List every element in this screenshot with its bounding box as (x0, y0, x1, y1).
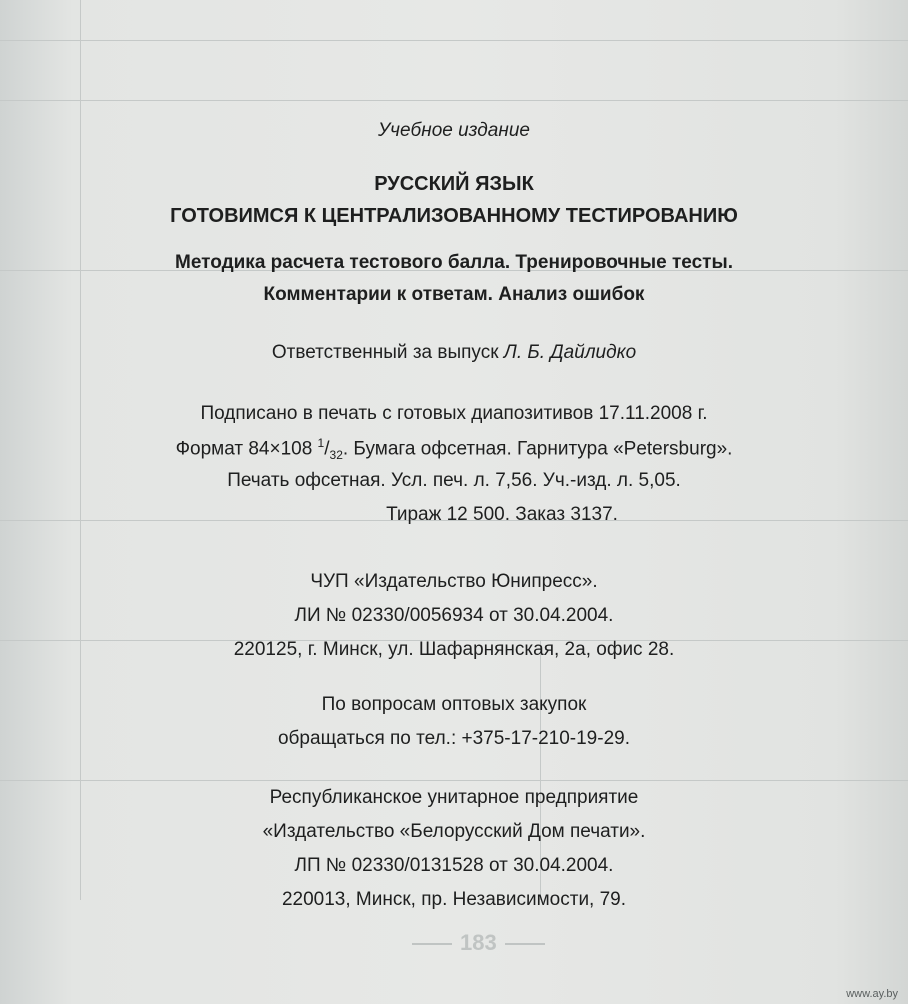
printer-line-1: Республиканское унитарное предприятие (269, 787, 639, 808)
series-label: Учебное издание (378, 120, 530, 141)
print-circulation: Тираж 12 500. Заказ 3137. (386, 504, 618, 525)
bleed-rule (0, 100, 908, 101)
print-format: Формат 84×108 $^1/_{32}$. Бумага офсетная. Гарнитура «Petersburg». (175, 436, 733, 463)
wholesale-line-2: обращаться по тел.: +375-17-210-19-29. (277, 728, 630, 749)
responsible-label: Ответственный за выпуск (271, 342, 499, 363)
publisher-name: ЧУП «Издательство Юнипресс». (310, 571, 598, 592)
format-prefix: Формат 84×108 (175, 438, 318, 460)
bleed-rule (0, 780, 908, 781)
bleed-rule (0, 40, 908, 41)
page-number: 183 (404, 930, 553, 956)
watermark: www.ay.by (846, 988, 898, 1000)
subtitle-line-1: Методика расчета тестового балла. Тренировочные тесты. (175, 252, 733, 273)
printer-line-2: «Издательство «Белорусский Дом печати». (262, 821, 646, 842)
subtitle-line-2: Комментарии к ответам. Анализ ошибок (263, 284, 645, 305)
format-fraction-denominator: 32 (329, 448, 343, 463)
responsible-name: Л. Б. Дайлидко (503, 342, 637, 363)
title-line-2: ГОТОВИМСЯ К ЦЕНТРАЛИЗОВАННОМУ ТЕСТИРОВАНИЮ (170, 205, 738, 227)
publisher-address: 220125, г. Минск, ул. Шафарнянская, 2а, офис 28. (233, 639, 675, 660)
format-suffix: . Бумага офсетная. Гарнитура «Petersburg». (342, 438, 733, 460)
print-signed: Подписано в печать с готовых диапозитивов 17.11.2008 г. (200, 403, 708, 424)
printer-address: 220013, Минск, пр. Независимости, 79. (281, 889, 627, 910)
print-printing: Печать офсетная. Усл. печ. л. 7,56. Уч.-изд. л. 5,05. (227, 470, 681, 491)
publisher-license: ЛИ № 02330/0056934 от 30.04.2004. (294, 605, 614, 626)
title-line-1: РУССКИЙ ЯЗЫК (374, 173, 534, 195)
wholesale-line-1: По вопросам оптовых закупок (321, 694, 587, 715)
format-fraction-numerator: 1 (317, 436, 325, 450)
responsible-editor (0, 342, 908, 364)
printer-license: ЛП № 02330/0131528 от 30.04.2004. (294, 855, 614, 876)
